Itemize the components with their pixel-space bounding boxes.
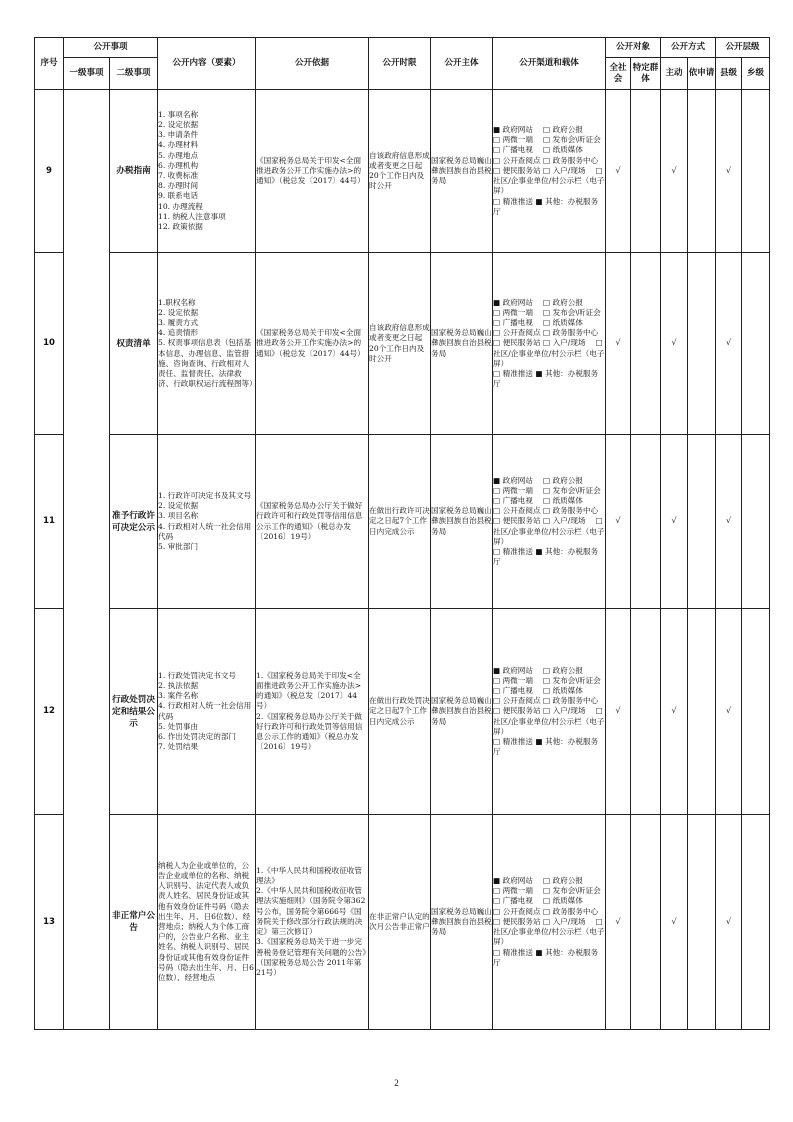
basis-line: 2.《国家税务总局办公厅关于做好行政许可和行政处罚等信用信息公示工作的通知》（税总办发〔2016〕19号） — [256, 711, 363, 752]
content-line: 5. 办理地点 — [158, 150, 199, 160]
content-line: 2. 设定依据 — [158, 307, 199, 317]
item-channels — [493, 815, 606, 1030]
content-line: 6. 办理机构 — [158, 160, 199, 170]
channel-line: □ 两微一端 □ 发布会\听证会 — [493, 675, 601, 685]
channel-line: □ 广播电视 □ 纸质媒体 — [493, 145, 583, 155]
table-row — [35, 253, 770, 435]
channel-line: □ 精准推送 ■ 其他：办税服务厅 — [493, 547, 599, 567]
content-line: 3. 案件名称 — [158, 691, 199, 701]
channel-line: □ 公开查阅点 □ 政务服务中心 □ 便民服务站 □ 入户/现场 □ 社区/企事业单位/村公示栏（电子屏） — [493, 696, 605, 736]
header-content: 公开内容（要素） — [158, 38, 256, 90]
check-method-apply — [688, 435, 716, 609]
content-line: 2. 执法依据 — [158, 680, 199, 690]
check-target-all: √ — [606, 609, 631, 815]
content-line: 1. 行政处罚决定书文号 — [158, 670, 237, 680]
content-line: 9. 联系电话 — [158, 191, 199, 201]
item-subject: 国家税务总局巍山彝族回族自治县税务局 — [431, 609, 493, 815]
check-method-active: √ — [661, 435, 688, 609]
item-channels — [493, 609, 606, 815]
check-method-apply — [688, 90, 716, 253]
header-method-active: 主动 — [661, 58, 688, 90]
channel-line: ■ 政府网站 □ 政府公报 — [493, 125, 583, 135]
header-level1: 一级事项 — [64, 58, 110, 90]
header-method-apply: 依申请 — [688, 58, 716, 90]
channel-line: □ 广播电视 □ 纸质媒体 — [493, 317, 583, 327]
channel-line: □ 公开查阅点 □ 政务服务中心 □ 便民服务站 □ 入户/现场 □ 社区/企事业单位/村公示栏（电子屏） — [493, 906, 605, 947]
check-method-active: √ — [661, 815, 688, 1030]
header-target: 公开对象 — [606, 38, 661, 58]
channel-line: ■ 政府网站 □ 政府公报 — [493, 297, 583, 307]
check-target-specific — [631, 90, 661, 253]
content-line: 3. 申请条件 — [158, 130, 199, 140]
content-line: 7. 处罚结果 — [158, 742, 199, 752]
check-level-county: √ — [716, 609, 742, 815]
channel-line: □ 精准推送 ■ 其他：办税服务厅 — [493, 737, 599, 757]
check-target-specific — [631, 253, 661, 435]
row-number: 11 — [35, 435, 64, 609]
content-line: 4. 追责情形 — [158, 328, 199, 338]
check-level-township — [742, 609, 770, 815]
content-line: 4. 行政相对人统一社会信用代码 — [158, 521, 252, 541]
content-line: 4. 办理材料 — [158, 140, 199, 150]
header-public-items: 公开事项 — [64, 38, 158, 58]
table-row — [35, 435, 770, 609]
item-basis — [256, 435, 369, 609]
channel-line: □ 精准推送 ■ 其他：办税服务厅 — [493, 947, 599, 967]
header-seq: 序号 — [35, 38, 64, 90]
item-content — [158, 253, 256, 435]
check-target-specific — [631, 435, 661, 609]
item-subject: 国家税务总局巍山彝族回族自治县税务局 — [431, 435, 493, 609]
check-method-apply — [688, 253, 716, 435]
item-content — [158, 90, 256, 253]
basis-line: 1.《国家税务总局关于印发<全面推进政务公开工作实施办法>的通知》（税总发〔2017〕44号） — [256, 670, 362, 711]
check-level-township — [742, 435, 770, 609]
item-name: 办税指南 — [110, 90, 158, 253]
basis-line: 1.《中华人民共和国税收征收管理法》 — [256, 865, 362, 886]
header-target-specific: 特定群体 — [631, 58, 661, 90]
item-name: 行政处罚决定和结果公示 — [110, 609, 158, 815]
channel-line: ■ 政府网站 □ 政府公报 — [493, 475, 583, 485]
channel-line: ■ 政府网站 □ 政府公报 — [493, 876, 583, 886]
item-channels — [493, 253, 606, 435]
header-level: 公开层级 — [716, 38, 770, 58]
item-basis — [256, 253, 369, 435]
content-line: 5. 权责事项信息表（包括基本信息、办理信息、监管措施、咨询查询、行政相对人责任、监督责任、法律救济、行政职权运行流程图等） — [158, 338, 257, 389]
item-name: 非正常户公告 — [110, 815, 158, 1030]
check-level-township — [742, 90, 770, 253]
channel-line: □ 公开查阅点 □ 政务服务中心 □ 便民服务站 □ 入户/现场 □ 社区/企事业单位/村公示栏（电子屏） — [493, 328, 605, 368]
item-basis — [256, 815, 369, 1030]
item-name: 准予行政许可决定公示 — [110, 435, 158, 609]
content-line: 1.职权名称 — [158, 297, 196, 307]
content-line: 6. 作出处罚决定的部门 — [158, 731, 237, 741]
channel-line: □ 广播电视 □ 纸质媒体 — [493, 896, 583, 906]
check-target-specific — [631, 815, 661, 1030]
channel-line: □ 公开查阅点 □ 政务服务中心 □ 便民服务站 □ 入户/现场 □ 社区/企事业单位/村公示栏（电子屏） — [493, 506, 605, 546]
check-method-active: √ — [661, 90, 688, 253]
basis-line: 《国家税务总局关于印发<全面推进政务公开工作实施办法>的通知》（税总发〔2017〕44号） — [256, 328, 365, 358]
check-method-apply — [688, 815, 716, 1030]
channel-line: □ 两微一端 □ 发布会\听证会 — [493, 307, 601, 317]
check-target-all: √ — [606, 90, 631, 253]
content-line: 2. 设定依据 — [158, 501, 199, 511]
content-line: 4. 行政相对人统一社会信用代码 — [158, 701, 252, 721]
item-basis — [256, 90, 369, 253]
check-target-all: √ — [606, 435, 631, 609]
channel-line: □ 两微一端 □ 发布会\听证会 — [493, 135, 601, 145]
channel-line: □ 两微一端 □ 发布会\听证会 — [493, 485, 601, 495]
content-line: 12. 政策依据 — [158, 222, 203, 232]
check-level-township — [742, 253, 770, 435]
content-line: 纳税人为企业或单位的，公告企业或单位的名称、纳税人识别号、法定代表人或负责人姓名、居民身份证或其他有效身份证件号码（隐去出生年、月、日6位数）、经营地点；纳税人为个体工商户的，公告业户名称、业主姓名、纳税人识别号、居民身份证或其他有效身份证件号码（隐去出生年、月、日6位数）、经营地点 — [158, 860, 254, 983]
check-method-active: √ — [661, 609, 688, 815]
channel-line: □ 精准推送 ■ 其他：办税服务厅 — [493, 196, 599, 216]
content-line: 10. 办理流程 — [158, 201, 203, 211]
basis-line: 《国家税务总局办公厅关于做好行政许可和行政处罚等信用信息公示工作的通知》（税总办发〔2016〕19号） — [256, 501, 363, 541]
check-method-active: √ — [661, 253, 688, 435]
header-channels: 公开渠道和载体 — [493, 38, 606, 90]
row-number: 9 — [35, 90, 64, 253]
channel-line: □ 公开查阅点 □ 政务服务中心 □ 便民服务站 □ 入户/现场 □ 社区/企事业单位/村公示栏（电子屏） — [493, 155, 605, 196]
item-name: 权责清单 — [110, 253, 158, 435]
basis-line: 3.《国家税务总局关于进一步完善税务登记管理有关问题的公告》（国家税务总局公告 2011年第21号） — [256, 937, 367, 977]
item-subject: 国家税务总局巍山彝族回族自治县税务局 — [431, 90, 493, 253]
table-row — [35, 815, 770, 1030]
content-line: 1. 事项名称 — [158, 109, 199, 119]
channel-line: □ 广播电视 □ 纸质媒体 — [493, 685, 583, 695]
item-time-limit: 在非正常户认定的次月公告非正常户 — [369, 815, 431, 1030]
content-line: 7. 收费标准 — [158, 171, 199, 180]
item-subject: 国家税务总局巍山彝族回族自治县税务局 — [431, 253, 493, 435]
row-number: 13 — [35, 815, 64, 1030]
content-line: 11. 纳税人注意事项 — [158, 211, 226, 221]
disclosure-table — [34, 37, 770, 1030]
check-level-county: √ — [716, 90, 742, 253]
content-line: 3. 履责方式 — [158, 317, 199, 327]
table-row — [35, 609, 770, 815]
header-time-limit: 公开时限 — [369, 38, 431, 90]
check-level-county: √ — [716, 435, 742, 609]
item-time-limit: 在做出行政许可决定之日起7个工作日内完成公示 — [369, 435, 431, 609]
table-row — [35, 90, 770, 253]
channel-line: □ 精准推送 ■ 其他：办税服务厅 — [493, 369, 599, 389]
item-time-limit: 自该政府信息形成或者变更之日起20个工作日内及时公开 — [369, 90, 431, 253]
item-time-limit: 在做出行政处罚决定之日起7个工作日内完成公示 — [369, 609, 431, 815]
channel-line: □ 广播电视 □ 纸质媒体 — [493, 495, 583, 505]
content-line: 5. 审批部门 — [158, 541, 199, 551]
row-number: 10 — [35, 253, 64, 435]
channel-line: □ 两微一端 □ 发布会\听证会 — [493, 886, 601, 896]
level1-cell — [64, 90, 110, 1030]
channel-line: ■ 政府网站 □ 政府公报 — [493, 665, 583, 675]
item-content — [158, 609, 256, 815]
header-level-county: 县级 — [716, 58, 742, 90]
check-target-all: √ — [606, 253, 631, 435]
item-time-limit: 自该政府信息形成或者变更之日起20个工作日内及时公开 — [369, 253, 431, 435]
check-level-county: √ — [716, 253, 742, 435]
check-target-all: √ — [606, 815, 631, 1030]
check-level-township — [742, 815, 770, 1030]
header-method: 公开方式 — [661, 38, 716, 58]
table-body — [35, 90, 770, 1030]
header-subject: 公开主体 — [431, 38, 493, 90]
check-target-specific — [631, 609, 661, 815]
content-line: 1. 行政许可决定书及其文号 — [158, 490, 252, 500]
header-level-township: 乡级 — [742, 58, 770, 90]
page-number: 2 — [394, 1078, 399, 1088]
content-line: 2. 设定依据 — [158, 119, 199, 129]
item-content — [158, 815, 256, 1030]
item-basis — [256, 609, 369, 815]
item-content — [158, 435, 256, 609]
basis-line: 2.《中华人民共和国税收征收管理法实施细则》（国务院令第362号公布，国务院令第666号《国务院关于修改部分行政法规的决定》第三次修订） — [256, 886, 366, 937]
content-line: 5. 处罚事由 — [158, 721, 199, 731]
check-method-apply — [688, 609, 716, 815]
row-number: 12 — [35, 609, 64, 815]
basis-line: 《国家税务总局关于印发<全面推进政务公开工作实施办法>的通知》（税总发〔2017〕44号） — [256, 155, 365, 186]
item-channels — [493, 435, 606, 609]
item-subject: 国家税务总局巍山彝族回族自治县税务局 — [431, 815, 493, 1030]
content-line: 3. 项目名称 — [158, 511, 199, 521]
content-line: 8. 办理时间 — [158, 181, 199, 191]
header-basis: 公开依据 — [256, 38, 369, 90]
header-level2: 二级事项 — [110, 58, 158, 90]
header-target-all: 全社会 — [606, 58, 631, 90]
check-level-county: √ — [716, 815, 742, 1030]
item-channels — [493, 90, 606, 253]
